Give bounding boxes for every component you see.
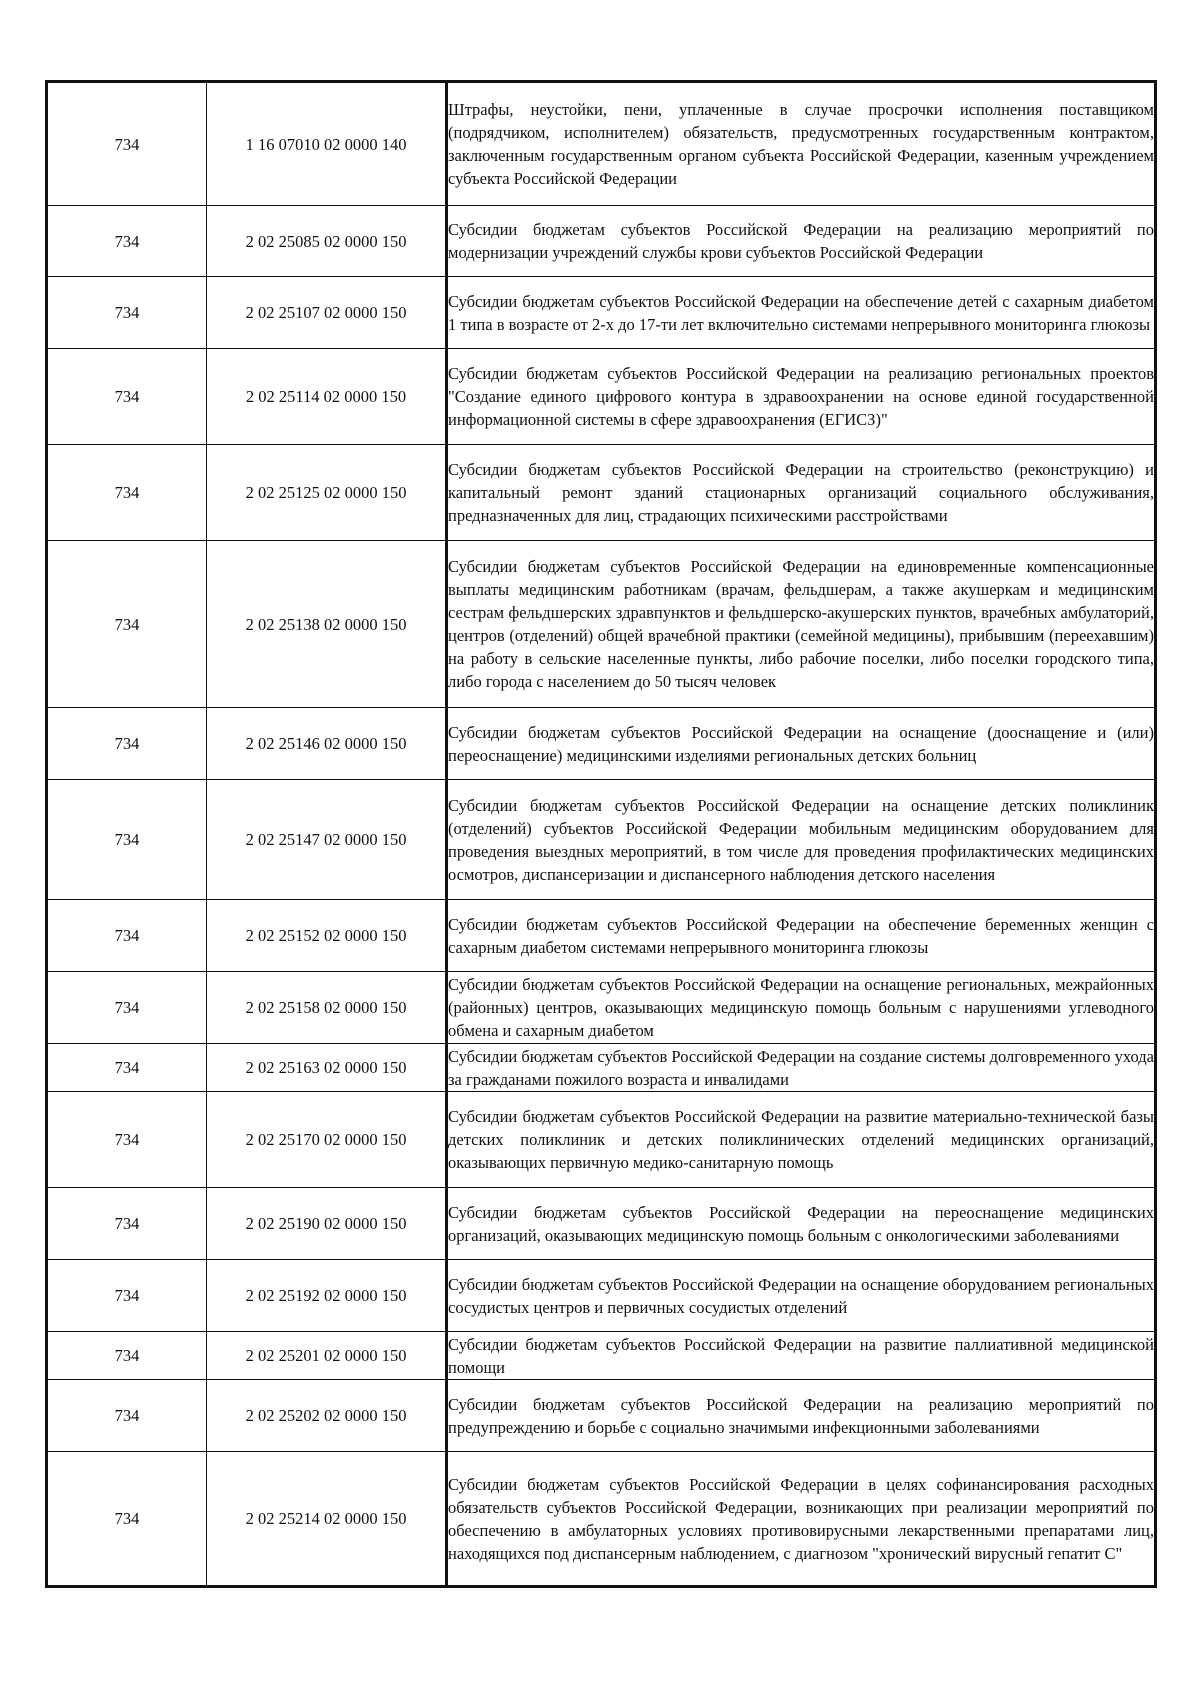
admin-code-cell: 734 [47,541,207,708]
admin-code-cell: 734 [47,82,207,206]
admin-code-cell: 734 [47,277,207,349]
table-row [47,708,1156,780]
budget-code-cell: 2 02 25214 02 0000 150 [207,1452,447,1587]
budget-code-cell: 2 02 25114 02 0000 150 [207,349,447,445]
table-row [47,972,1156,1044]
revenue-name-cell: Субсидии бюджетам субъектов Российской Федерации на оснащение детских поликлиник (отделений) субъектов Российской Федерации мобильным медицинским оборудованием для проведения выездных мероприятий, в том числе для проведения профилактических медицинских осмотров, диспансеризации и диспансерного наблюдения детского населения [447,780,1156,900]
revenue-name-cell: Штрафы, неустойки, пени, уплаченные в случае просрочки исполнения поставщиком (подрядчиком, исполнителем) обязательств, предусмотренных государственным контрактом, заключенным государственным органом субъекта Российской Федерации, казенным учреждением субъекта Российской Федерации [447,82,1156,206]
revenue-name-cell: Субсидии бюджетам субъектов Российской Федерации на единовременные компенсационные выплаты медицинским работникам (врачам, фельдшерам, а также акушеркам и медицинским сестрам фельдшерских здравпунктов и фельдшерско-акушерских пунктов, врачебных амбулаторий, центров (отделений) общей врачебной практики (семейной медицины), прибывшим (переехавшим) на работу в сельские населенные пункты, либо рабочие поселки, либо поселки городского типа, либо города с населением до 50 тысяч человек [447,541,1156,708]
revenue-name-cell: Субсидии бюджетам субъектов Российской Федерации на развитие материально-технической базы детских поликлиник и детских поликлинических отделений медицинских организаций, оказывающих первичную медико-санитарную помощь [447,1092,1156,1188]
admin-code-cell: 734 [47,900,207,972]
revenue-codes-table [45,80,1157,1588]
admin-code-cell: 734 [47,1380,207,1452]
admin-code-cell: 734 [47,206,207,277]
admin-code-cell: 734 [47,780,207,900]
table-row [47,445,1156,541]
table-row [47,1188,1156,1260]
budget-code-cell: 2 02 25147 02 0000 150 [207,780,447,900]
budget-code-cell: 2 02 25201 02 0000 150 [207,1332,447,1380]
revenue-name-cell: Субсидии бюджетам субъектов Российской Федерации на реализацию региональных проектов "Создание единого цифрового контура в здравоохранении на основе единой государственной информационной системы в сфере здравоохранения (ЕГИСЗ)" [447,349,1156,445]
revenue-name-cell: Субсидии бюджетам субъектов Российской Федерации на оснащение (дооснащение и (или) переоснащение) медицинскими изделиями региональных детских больниц [447,708,1156,780]
revenue-name-cell: Субсидии бюджетам субъектов Российской Федерации на создание системы долговременного ухода за гражданами пожилого возраста и инвалидами [447,1044,1156,1092]
admin-code-cell: 734 [47,1044,207,1092]
budget-code-cell: 2 02 25190 02 0000 150 [207,1188,447,1260]
table-row [47,277,1156,349]
admin-code-cell: 734 [47,1092,207,1188]
revenue-name-cell: Субсидии бюджетам субъектов Российской Федерации на реализацию мероприятий по модернизации учреждений службы крови субъектов Российской Федерации [447,206,1156,277]
revenue-name-cell: Субсидии бюджетам субъектов Российской Федерации на оснащение оборудованием региональных сосудистых центров и первичных сосудистых отделений [447,1260,1156,1332]
budget-code-cell: 2 02 25152 02 0000 150 [207,900,447,972]
budget-code-cell: 2 02 25202 02 0000 150 [207,1380,447,1452]
budget-code-cell: 2 02 25192 02 0000 150 [207,1260,447,1332]
budget-code-cell: 1 16 07010 02 0000 140 [207,82,447,206]
budget-code-cell: 2 02 25170 02 0000 150 [207,1092,447,1188]
budget-code-cell: 2 02 25085 02 0000 150 [207,206,447,277]
budget-code-cell: 2 02 25107 02 0000 150 [207,277,447,349]
table-row [47,1332,1156,1380]
table-row [47,900,1156,972]
admin-code-cell: 734 [47,972,207,1044]
revenue-name-cell: Субсидии бюджетам субъектов Российской Федерации на обеспечение детей с сахарным диабетом 1 типа в возрасте от 2-х до 17-ти лет включительно системами непрерывного мониторинга глюкозы [447,277,1156,349]
admin-code-cell: 734 [47,708,207,780]
revenue-name-cell: Субсидии бюджетам субъектов Российской Федерации на обеспечение беременных женщин с сахарным диабетом системами непрерывного мониторинга глюкозы [447,900,1156,972]
admin-code-cell: 734 [47,1332,207,1380]
table-row [47,1380,1156,1452]
table-row [47,1044,1156,1092]
revenue-name-cell: Субсидии бюджетам субъектов Российской Федерации на реализацию мероприятий по предупреждению и борьбе с социально значимыми инфекционными заболеваниями [447,1380,1156,1452]
admin-code-cell: 734 [47,1260,207,1332]
budget-code-cell: 2 02 25125 02 0000 150 [207,445,447,541]
budget-code-cell: 2 02 25158 02 0000 150 [207,972,447,1044]
admin-code-cell: 734 [47,1188,207,1260]
admin-code-cell: 734 [47,1452,207,1587]
table-row [47,541,1156,708]
budget-code-cell: 2 02 25138 02 0000 150 [207,541,447,708]
revenue-name-cell: Субсидии бюджетам субъектов Российской Федерации на развитие паллиативной медицинской помощи [447,1332,1156,1380]
revenue-name-cell: Субсидии бюджетам субъектов Российской Федерации на строительство (реконструкцию) и капитальный ремонт зданий стационарных организаций социального обслуживания, предназначенных для лиц, страдающих психическими расстройствами [447,445,1156,541]
table-row [47,780,1156,900]
budget-code-cell: 2 02 25146 02 0000 150 [207,708,447,780]
revenue-name-cell: Субсидии бюджетам субъектов Российской Федерации на оснащение региональных, межрайонных (районных) центров, оказывающих медицинскую помощь больным с нарушениями углеводного обмена и сахарным диабетом [447,972,1156,1044]
budget-code-cell: 2 02 25163 02 0000 150 [207,1044,447,1092]
table-row [47,82,1156,206]
admin-code-cell: 734 [47,349,207,445]
table-row [47,1260,1156,1332]
table-row [47,349,1156,445]
admin-code-cell: 734 [47,445,207,541]
table-row [47,1092,1156,1188]
table-row [47,206,1156,277]
revenue-name-cell: Субсидии бюджетам субъектов Российской Федерации на переоснащение медицинских организаций, оказывающих медицинскую помощь больным с онкологическими заболеваниями [447,1188,1156,1260]
revenue-name-cell: Субсидии бюджетам субъектов Российской Федерации в целях софинансирования расходных обязательств субъектов Российской Федерации, возникающих при реализации мероприятий по обеспечению в амбулаторных условиях противовирусными лекарственными препаратами лиц, находящихся под диспансерным наблюдением, с диагнозом "хронический вирусный гепатит С" [447,1452,1156,1587]
table-row [47,1452,1156,1587]
